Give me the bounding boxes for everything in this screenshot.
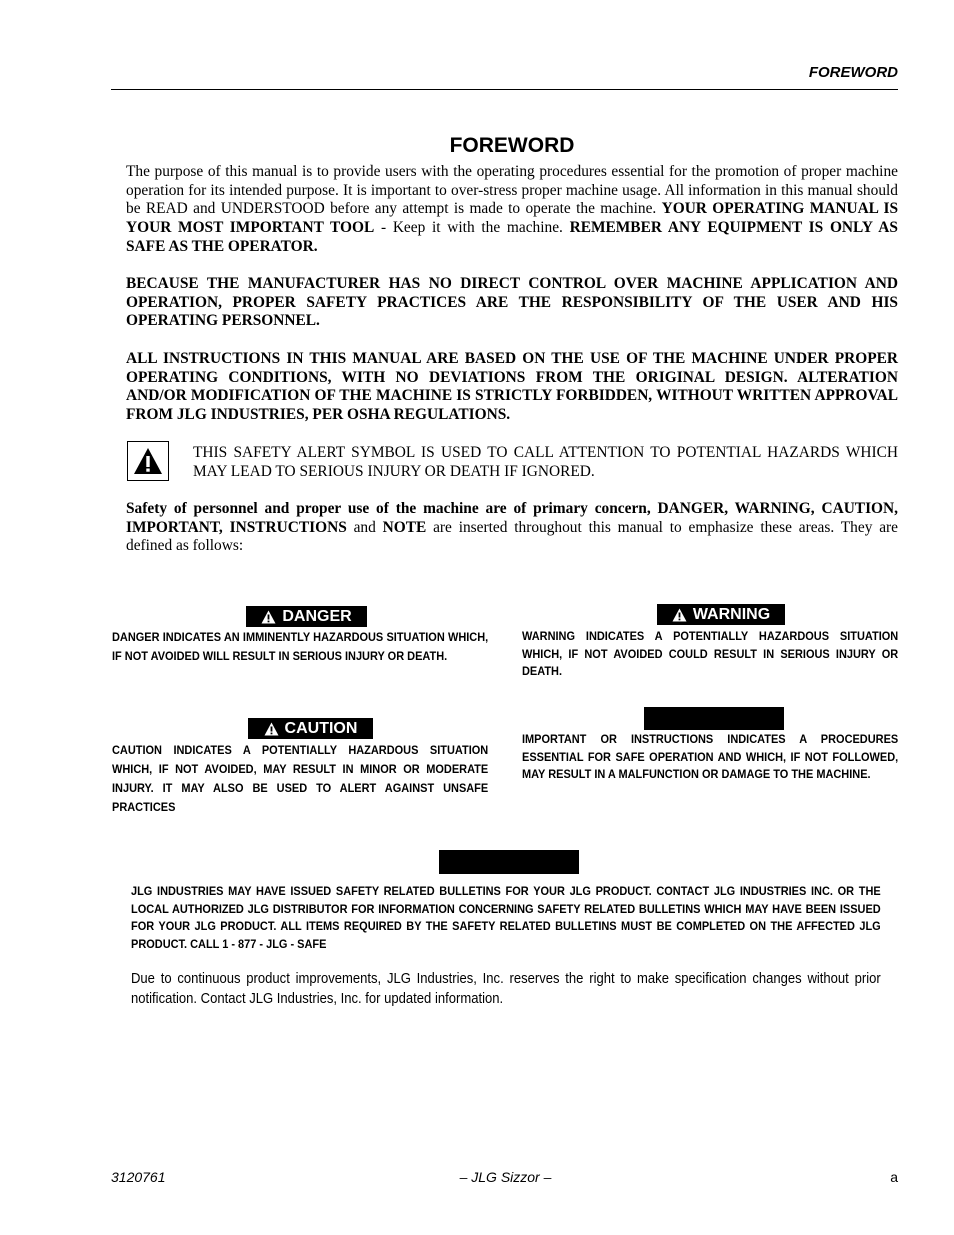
intro-emphasis-tool: YOUR OPERATING MANUAL IS YOUR MOST IMPORTANT TOOL	[126, 200, 899, 237]
warning-label: WARNING	[692, 606, 771, 623]
safety-alert-description: THIS SAFETY ALERT SYMBOL IS USED TO CALL ATTENTION TO POTENTIAL HAZARDS WHICH MAY LEAD TO SERIOUS INJURY OR DEATH IF IGNORED.	[193, 444, 898, 480]
caution-label: CAUTION	[284, 720, 358, 737]
warning-badge	[657, 604, 785, 625]
footer-product-name: – JLG Sizzor –	[459, 1169, 552, 1185]
important-definition: IMPORTANT OR INSTRUCTIONS INDICATES A PROCEDURES ESSENTIAL FOR SAFE OPERATION AND WHICH, IF NOT FOLLOWED, MAY RESULT IN A MALFUNCTION OR DAMAGE TO THE MACHINE.	[522, 732, 899, 781]
running-header-title: FOREWORD	[808, 64, 898, 81]
safety-alert-symbol	[127, 441, 169, 481]
safety-bulletin-notice: JLG INDUSTRIES MAY HAVE ISSUED SAFETY RELATED BULLETINS FOR YOUR JLG PRODUCT. CONTACT JLG INDUSTRIES INC. OR THE LOCAL AUTHORIZED JLG DISTRIBUTOR FOR INFORMATION CONCERNING SAFETY RELATED BULLETINS WHICH MAY HAVE BEEN ISSUED FOR YOUR JLG PRODUCT. ALL ITEMS REQUIRED BY THE SAFETY RELATED BULLETINS MUST BE COMPLETED ON THE AFFECTED JLG PRODUCT. CALL 1 - 877 - JLG - SAFE	[131, 884, 881, 952]
warning-triangle-icon	[261, 610, 276, 624]
footer-page-number: a	[890, 1169, 898, 1185]
warning-triangle-icon	[133, 447, 163, 475]
caution-definition: CAUTION INDICATES A POTENTIALLY HAZARDOUS SITUATION WHICH, IF NOT AVOIDED, MAY RESULT IN MINOR OR MODERATE INJURY. IT MAY ALSO BE USED TO ALERT AGAINST UNSAFE PRACTICES	[112, 743, 489, 814]
page-title: FOREWORD	[449, 134, 575, 157]
notice-badge	[439, 850, 579, 874]
intro-emphasis-operator: REMEMBER ANY EQUIPMENT IS ONLY AS SAFE AS THE OPERATOR.	[126, 219, 898, 255]
important-badge	[644, 707, 784, 730]
header-rule	[111, 89, 898, 90]
definitions-and: and	[346, 518, 383, 536]
intro-text: The purpose of this manual is to provide users with the operating procedures essential for the promotion of proper machine operation for its intended purpose. It is important to over-stress proper machine usage. All information in this manual should be READ and UNDERSTOOD before any attempt is made to operate the machine.	[126, 163, 898, 218]
definitions-rest: are inserted throughout this manual to emphasize these areas. They are defined as follows:	[126, 518, 898, 555]
warning-triangle-icon	[672, 608, 687, 622]
definitions-intro-paragraph	[126, 500, 898, 556]
definitions-emphasis: Safety of personnel and proper use of the machine are of primary concern, DANGER, WARNING, CAUTION, IMPORTANT, INSTRUCTIONS	[126, 500, 898, 536]
warning-definition: WARNING INDICATES A POTENTIALLY HAZARDOUS SITUATION WHICH, IF NOT AVOIDED COULD RESULT IN SERIOUS INJURY OR DEATH.	[522, 629, 899, 678]
product-improvements-note: Due to continuous product improvements, JLG Industries, Inc. reserves the right to make specification changes without prior notification. Contact JLG Industries, Inc. for updated information.	[131, 971, 881, 1007]
definitions-note: NOTE	[382, 518, 427, 536]
danger-badge	[246, 606, 367, 627]
warning-triangle-icon	[264, 722, 279, 736]
intro-text-keep: - Keep it with the machine.	[374, 219, 570, 237]
intro-paragraph	[126, 163, 898, 257]
responsibility-paragraph: BECAUSE THE MANUFACTURER HAS NO DIRECT CONTROL OVER MACHINE APPLICATION AND OPERATION, PROPER SAFETY PRACTICES ARE THE RESPONSIBILITY OF THE USER AND HIS OPERATING PERSONNEL.	[126, 275, 898, 330]
caution-badge	[248, 718, 373, 739]
danger-label: DANGER	[282, 608, 352, 625]
danger-definition: DANGER INDICATES AN IMMINENTLY HAZARDOUS SITUATION WHICH, IF NOT AVOIDED WILL RESULT IN SERIOUS INJURY OR DEATH.	[112, 630, 489, 663]
modification-paragraph: ALL INSTRUCTIONS IN THIS MANUAL ARE BASED ON THE USE OF THE MACHINE UNDER PROPER OPERATING CONDITIONS, WITH NO DEVIATIONS FROM THE ORIGINAL DESIGN. ALTERATION AND/OR MODIFICATION OF THE MACHINE IS STRICTLY FORBIDDEN, WITHOUT WRITTEN APPROVAL FROM JLG INDUSTRIES, PER OSHA REGULATIONS.	[126, 350, 898, 424]
footer-document-number: 3120761	[111, 1169, 166, 1185]
